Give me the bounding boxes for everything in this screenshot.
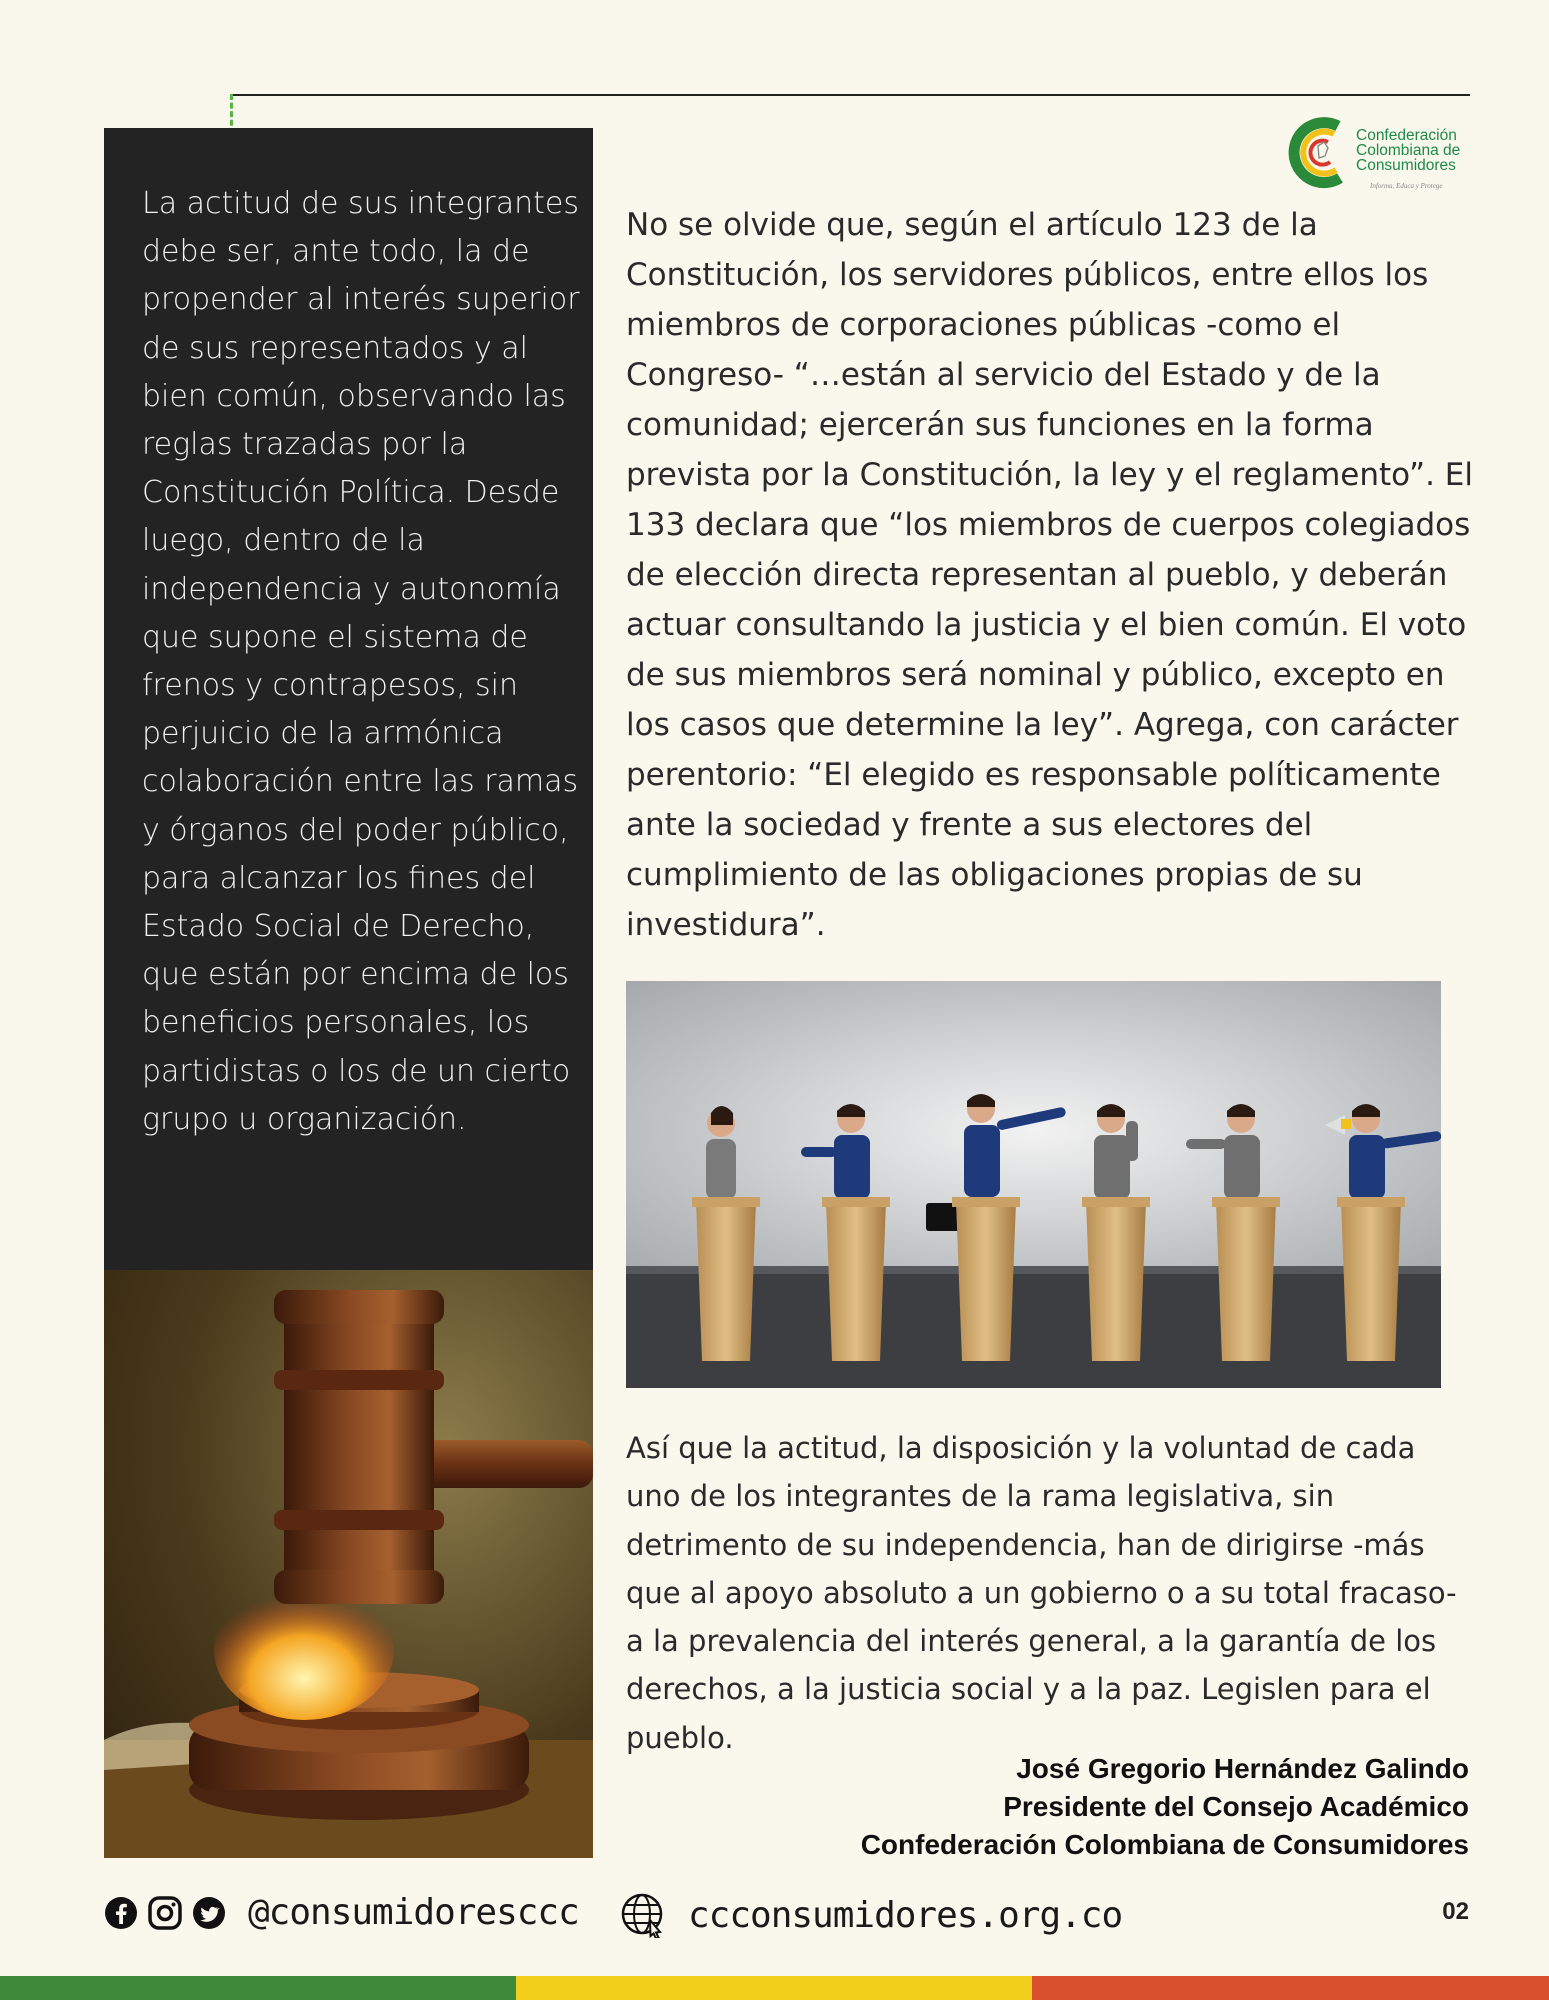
organization-logo[interactable] <box>1288 112 1478 194</box>
debate-podiums-photo <box>626 981 1441 1388</box>
footer-website <box>620 1892 1122 1938</box>
author-signature <box>861 1750 1469 1864</box>
social-handle[interactable]: @consumidoresccc <box>248 1892 579 1933</box>
color-stripe-green <box>0 1976 516 2000</box>
pull-quote: La actitud de sus integrantes debe ser, ante todo, la de propender al interés superior de sus representados y al bien común, observando las reglas trazadas por la Constitución Política. Desde luego, dentro de la independencia y autonomía que supone el sistema de frenos y contrapesos, sin perjuicio de la armónica colaboración entre las ramas y órganos del poder público, para alcanzar los fines del Estado Social de Derecho, que están por encima de los beneficios personales, los partidistas o los de un cierto grupo u organización. <box>142 186 580 1137</box>
logo-mark-icon <box>1288 112 1354 194</box>
color-stripe-yellow <box>516 1976 1032 2000</box>
article-paragraph-1: No se olvide que, según el artículo 123 de la Constitución, los servidores públicos, entre ellos los miembros de corporaciones públicas -como el Congreso- “…están al servicio del Estado y de la comunidad; ejercerán sus funciones en la forma prevista por la Constitución, la ley y el reglamento”. El 133 declara que “los miembros de cuerpos colegiados de elección directa representan al pueblo, y deberán actuar consultando la justicia y el bien común. El voto de sus miembros será nominal y público, excepto en los casos que determine la ley”. Agrega, con carácter perentorio: “El elegido es responsable políticamente ante la sociedad y frente a sus electores del cumplimiento de las obligaciones propias de su investidura”. <box>626 207 1474 943</box>
website-link[interactable]: ccconsumidores.org.co <box>688 1894 1123 1936</box>
instagram-icon[interactable] <box>148 1896 182 1930</box>
facebook-icon[interactable] <box>104 1896 138 1930</box>
twitter-icon[interactable] <box>192 1896 226 1930</box>
logo-line-2: Colombiana de <box>1356 142 1461 159</box>
color-stripe-red <box>1032 1976 1549 2000</box>
gavel-photo <box>104 1270 593 1858</box>
page-number: 02 <box>1442 1898 1469 1925</box>
logo-wordmark <box>1356 128 1460 173</box>
logo-line-1: Confederación <box>1356 127 1457 144</box>
footer-social <box>104 1892 579 1933</box>
author-name: José Gregorio Hernández Galindo <box>1016 1753 1469 1784</box>
globe-icon <box>620 1892 666 1938</box>
author-role: Presidente del Consejo Académico <box>1003 1791 1469 1822</box>
article-paragraph-2: Así que la actitud, la disposición y la voluntad de cada uno de los integrantes de la rama legislativa, sin detrimento de su independencia, han de dirigirse -más que al apoyo absoluto a un gobierno o a su total fracaso- a la prevalencia del interés general, a la garantía de los derechos, a la justicia social y a la paz. Legislen para el pueblo. <box>626 1431 1457 1755</box>
logo-tagline: Informa, Educa y Protege <box>1370 182 1443 190</box>
author-organization: Confederación Colombiana de Consumidores <box>860 1829 1469 1860</box>
quote-panel <box>104 128 593 1270</box>
top-divider-line <box>230 94 1470 96</box>
logo-line-3: Consumidores <box>1356 157 1456 174</box>
